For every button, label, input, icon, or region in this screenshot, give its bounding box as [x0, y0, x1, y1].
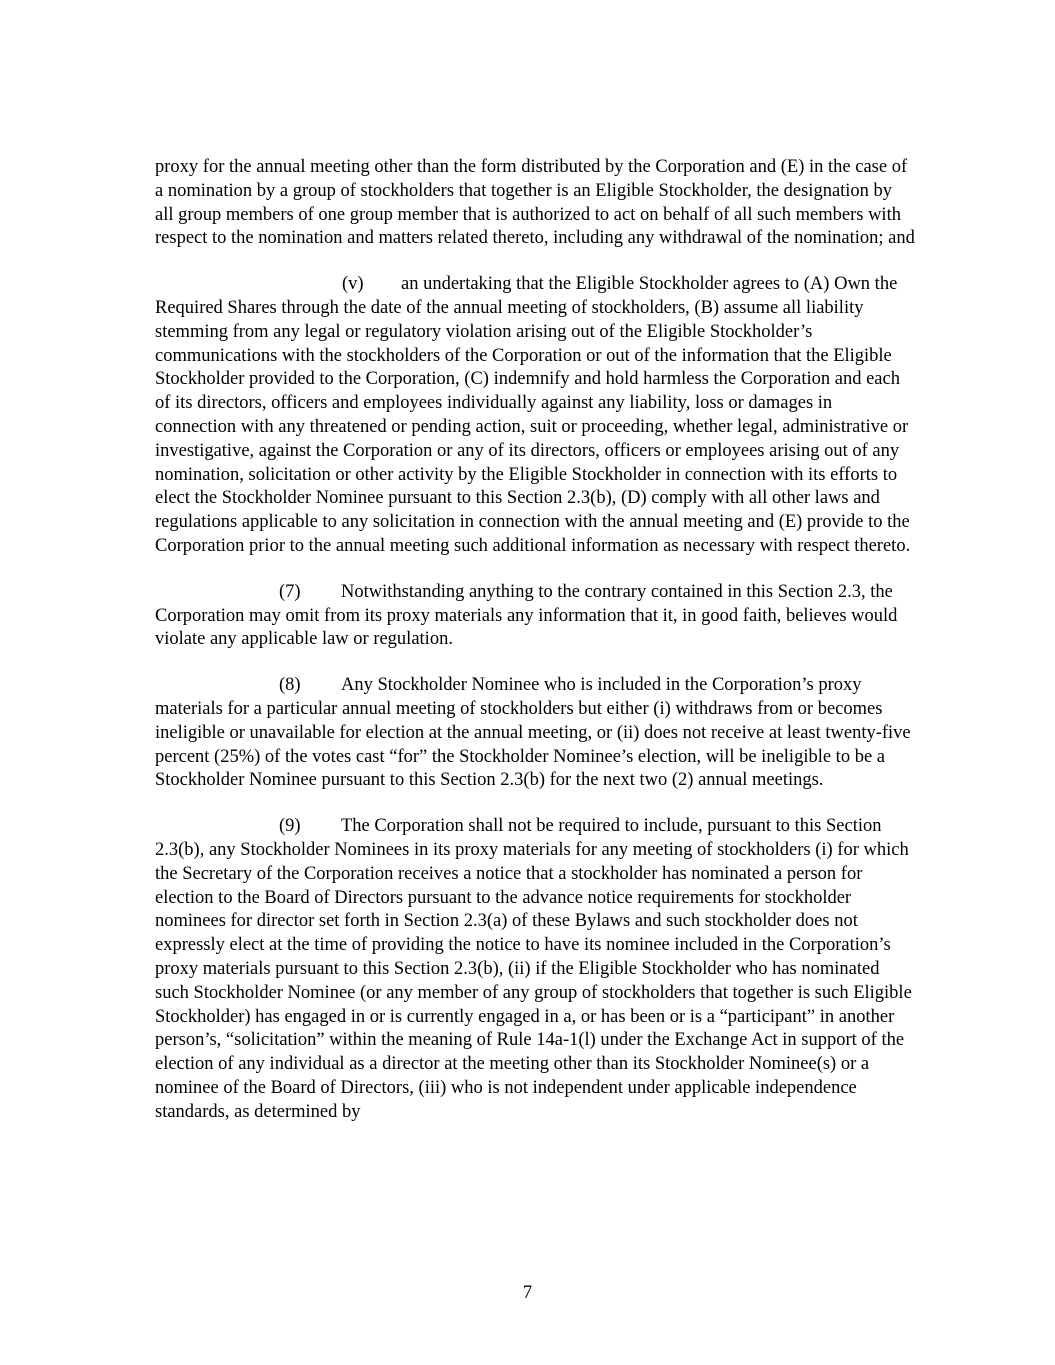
paragraph-gap	[155, 793, 915, 815]
item-number: (v)	[342, 274, 364, 295]
item-9-paragraph	[155, 815, 915, 1124]
document-page	[155, 156, 915, 1124]
paragraph-gap	[155, 652, 915, 674]
paragraph-text: an undertaking that the Eligible Stockholder agrees to (A) Own the Required Shares through the date of the annual meeting of stockholders, (B) assume all liability stemming from any legal or regulatory violation arising out of the Eligible Stockholder’s communications with the stockholders of the Corporation or out of the information that the Eligible Stockholder provided to the Corporation, (C) indemnify and hold harmless the Corporation and each of its directors, officers and employees individually against any liability, loss or damages in connection with any threatened or pending action, suit or proceeding, whether legal, administrative or investigative, against the Corporation or any of its directors, officers or employees arising out of any nomination, solicitation or other activity by the Eligible Stockholder in connection with its efforts to elect the Stockholder Nominee pursuant to this Section 2.3(b), (D) comply with all other laws and regulations applicable to any solicitation in connection with the annual meeting and (E) provide to the Corporation prior to the annual meeting such additional information as necessary with respect thereto.	[155, 274, 911, 556]
item-number: (9)	[279, 816, 301, 837]
item-number: (8)	[279, 675, 301, 696]
item-v-paragraph	[155, 273, 915, 559]
item-number: (7)	[279, 581, 301, 602]
page-number: 7	[522, 1283, 533, 1303]
continuation-paragraph	[155, 156, 915, 251]
paragraph-text: The Corporation shall not be required to include, pursuant to this Section 2.3(b), any Stockholder Nominees in its proxy materials for any meeting of stockholders (i) for which the Secretary of the Corporation receives a notice that a stockholder has nominated a person for election to the Board of Directors pursuant to the advance notice requirements for stockholder nominees for director set forth in Section 2.3(a) of these Bylaws and such stockholder does not expressly elect at the time of providing the notice to have its nominee included in the Corporation’s proxy materials pursuant to this Section 2.3(b), (ii) if the Eligible Stockholder who has nominated such Stockholder Nominee (or any member of any group of stockholders that together is such Eligible Stockholder) has engaged in or is currently engaged in a, or has been or is a “participant” in another person’s, “solicitation” within the meaning of Rule 14a-1(l) under the Exchange Act in support of the election of any individual as a director at the meeting other than its Stockholder Nominee(s) or a nominee of the Board of Directors, (iii) who is not independent under applicable independence standards, as determined by	[155, 816, 912, 1122]
paragraph-gap	[155, 559, 915, 581]
item-8-paragraph	[155, 674, 915, 793]
paragraph-gap	[155, 251, 915, 273]
paragraph-text: proxy for the annual meeting other than the form distributed by the Corporation and (E) in the case of a nomination by a group of stockholders that together is an Eligible Stockholder, the designation by all group members of one group member that is authorized to act on behalf of all such members with respect to the nomination and matters related thereto, including any withdrawal of the nomination; and	[155, 157, 915, 249]
paragraph-text: Notwithstanding anything to the contrary contained in this Section 2.3, the Corporation may omit from its proxy materials any information that it, in good faith, believes would violate any applicable law or regulation.	[155, 581, 898, 650]
paragraph-text: Any Stockholder Nominee who is included in the Corporation’s proxy materials for a particular annual meeting of stockholders but either (i) withdraws from or becomes ineligible or unavailable for election at the annual meeting, or (ii) does not receive at least twenty-five percent (25%) of the votes cast “for” the Stockholder Nominee’s election, will be ineligible to be a Stockholder Nominee pursuant to this Section 2.3(b) for the next two (2) annual meetings.	[155, 675, 911, 791]
item-7-paragraph	[155, 581, 915, 652]
